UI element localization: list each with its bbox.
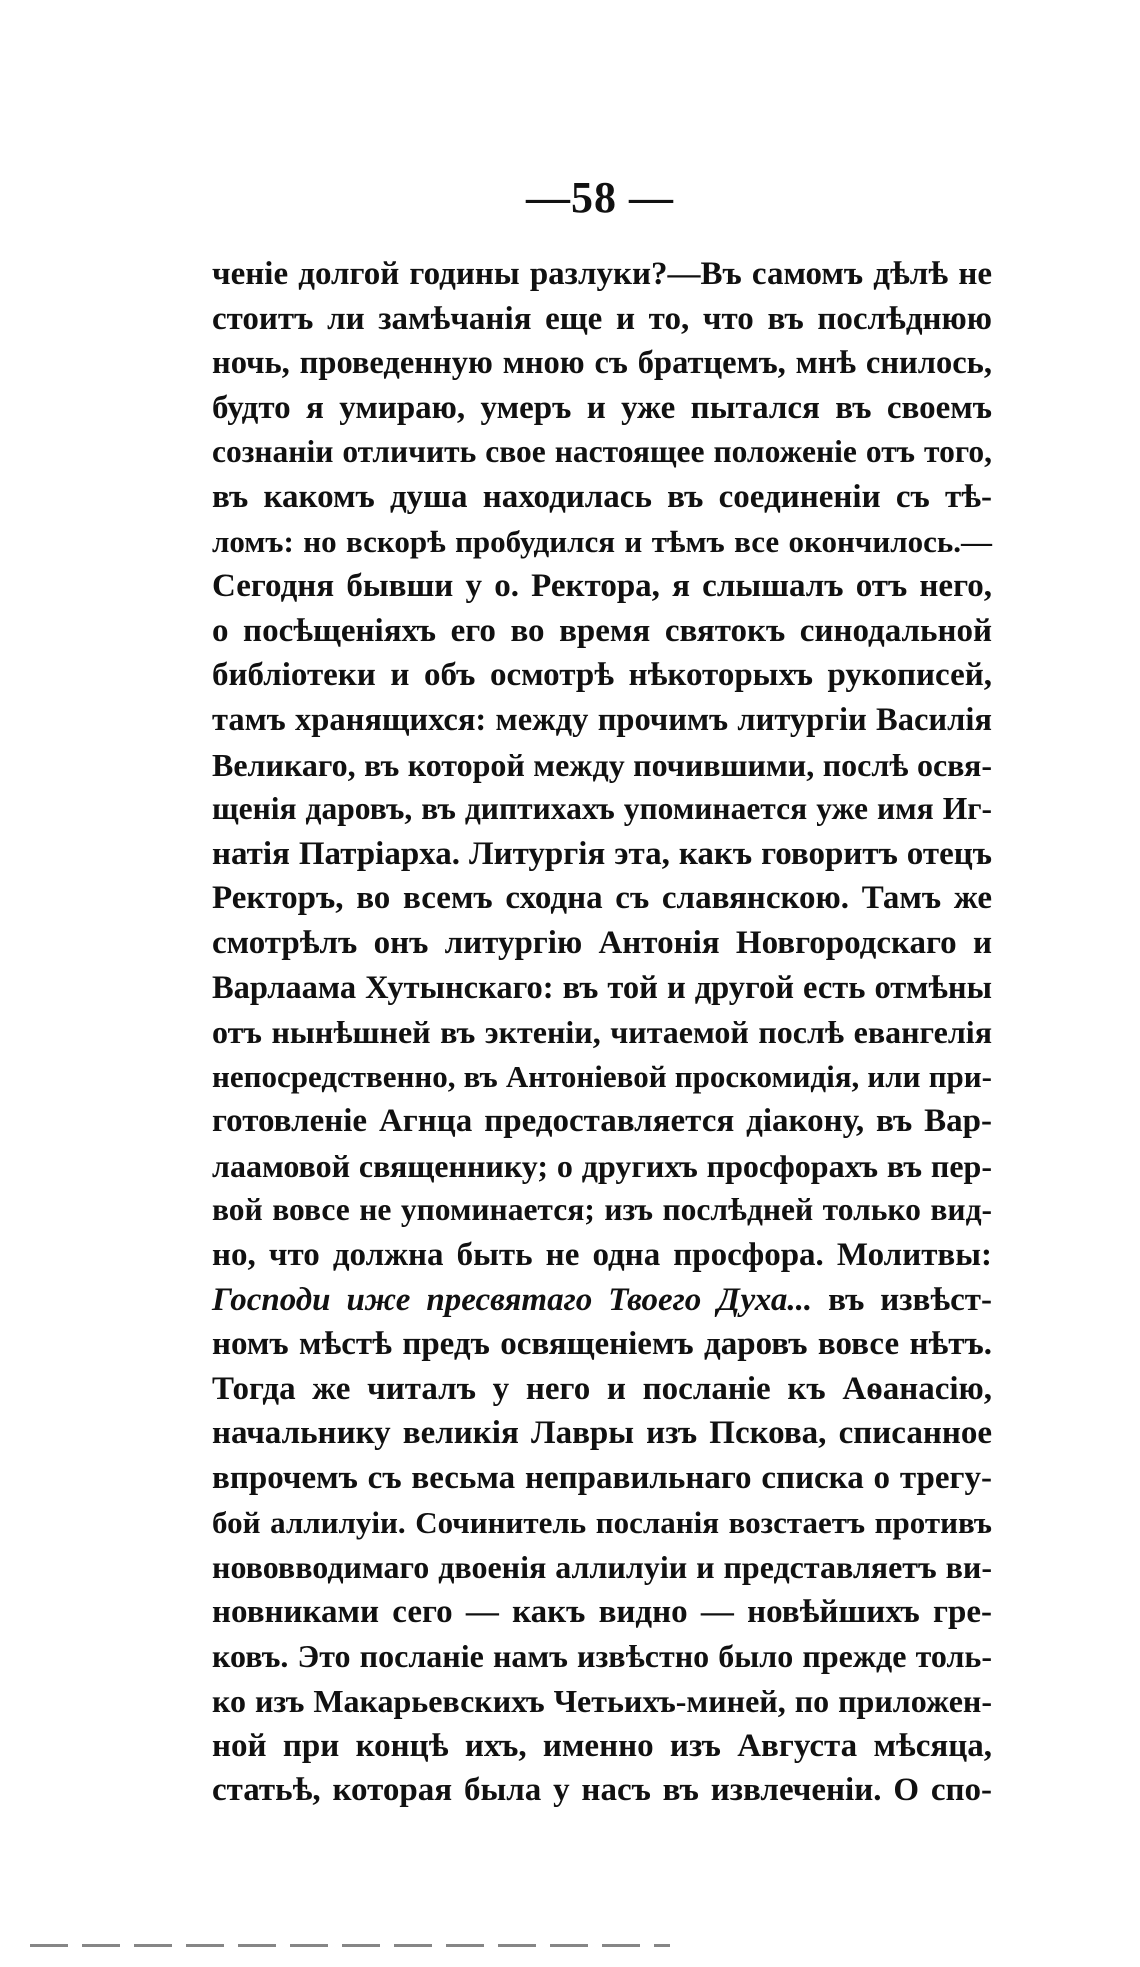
text-line: ночь, проведенную мною съ братцемъ, мнѣ снилось, [212,345,992,382]
page-number: —58 — [526,173,674,222]
text-line: вой вовсе не упоминается; изъ послѣдней только вид- [212,1192,992,1228]
text-line: будто я умираю, умеръ и уже пытался въ своемъ [212,389,992,426]
text-line: тамъ хранящихся: между прочимъ литургіи Василія [212,701,992,738]
text-line: сознаніи отличить свое настоящее положеніе отъ того, [212,434,992,470]
text-line: Великаго, въ которой между почившими, послѣ освя- [212,746,992,783]
text-line [212,1278,992,1323]
text-line: бой аллилуіи. Сочинитель посланія возстаетъ противъ [212,1504,992,1540]
body-text [212,252,992,1813]
text-line: лаамовой священнику; о другихъ просфорахъ въ пер- [212,1147,992,1184]
text-line: Тогда же читалъ у него и посланіе къ Аѳанасію, [212,1370,992,1407]
italic-phrase: Господи иже пресвятаго Твоего Духа... [212,1281,813,1318]
text-line: непосредственно, въ Антоніевой проскомидія, или при- [212,1058,992,1094]
text-line: ковъ. Это посланіе намъ извѣстно было прежде толь- [212,1638,992,1675]
text-line: Ректоръ, во всемъ сходна съ славянскою. Тамъ же [212,880,992,917]
text-line: ной при концѣ ихъ, именно изъ Августа мѣсяца, [212,1727,992,1764]
text-line: начальнику великія Лавры изъ Пскова, списанное [212,1415,992,1452]
text-line: въ какомъ душа находилась въ соединеніи съ тѣ- [212,478,992,515]
text-line: готовленіе Агнца предоставляется діакону, въ Вар- [212,1103,992,1140]
text-line: натія Патріарха. Литургія эта, какъ говоритъ отецъ [212,835,992,872]
text-line: ченіе долгой годины разлуки?—Въ самомъ дѣлѣ не [212,256,992,292]
text-line: отъ нынѣшней въ эктеніи, читаемой послѣ евангелія [212,1014,992,1051]
text-line: стоитъ ли замѣчанія еще и то, что въ послѣднюю [212,300,992,337]
line-continuation: въ извѣст- [812,1281,992,1318]
text-line: ломъ: но вскорѣ пробудился и тѣмъ все окончилось.— [212,523,992,559]
text-line: новниками сего — какъ видно — новѣйшихъ гре- [212,1593,992,1630]
text-line: ко изъ Макарьевскихъ Четьихъ-миней, по приложен- [212,1683,992,1719]
text-line: о посѣщеніяхъ его во время святокъ синодальной [212,612,992,649]
bottom-edge-rule [30,1944,670,1947]
text-line: Сегодня бывши у о. Ректора, я слышалъ отъ него, [212,568,992,605]
text-line: Варлаама Хутынскаго: въ той и другой есть отмѣны [212,969,992,1006]
text-line: щенія даровъ, въ диптихахъ упоминается уже имя Иг- [212,791,992,827]
text-line: статьѣ, которая была у насъ въ извлеченіи. О спо- [212,1772,992,1809]
text-line: смотрѣлъ онъ литургію Антонія Новгородскаго и [212,924,992,961]
text-line: номъ мѣстѣ предъ освященіемъ даровъ вовсе нѣтъ. [212,1326,992,1363]
text-line: но, что должна быть не одна просфора. Молитвы: [212,1237,992,1274]
text-line: нововводимаго двоенія аллилуіи и представляетъ ви- [212,1549,992,1586]
text-line: впрочемъ съ весьма неправильнаго списка о трегу- [212,1460,992,1497]
text-line: библіотеки и объ осмотрѣ нѣкоторыхъ рукописей, [212,657,992,694]
